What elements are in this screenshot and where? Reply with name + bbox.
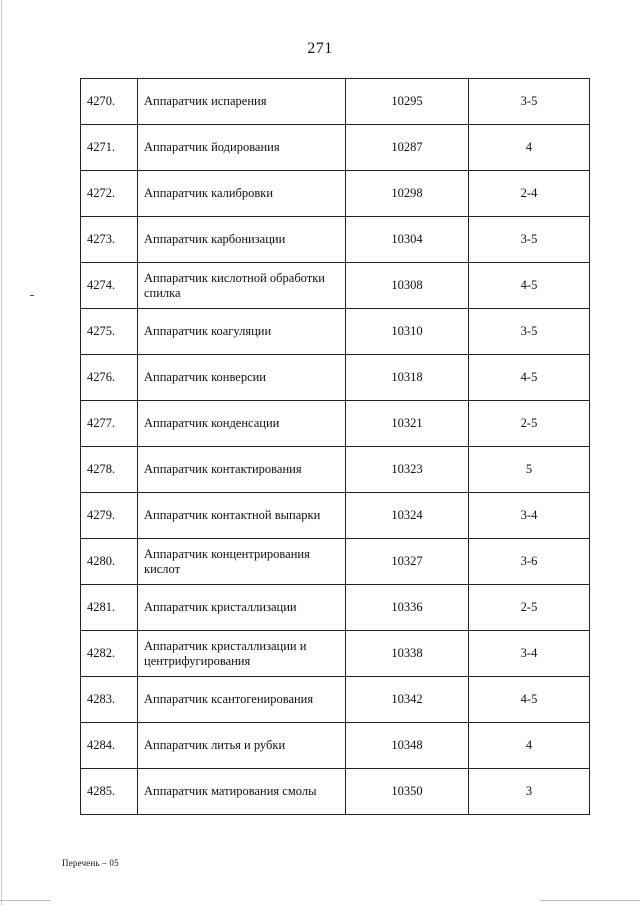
profession-name-cell: Аппаратчик матирования смолы bbox=[138, 769, 346, 815]
profession-name-cell: Аппаратчик карбонизации bbox=[138, 217, 346, 263]
profession-code-cell: 10308 bbox=[346, 263, 469, 309]
profession-name-cell: Аппаратчик конверсии bbox=[138, 355, 346, 401]
row-number-cell: 4273. bbox=[81, 217, 138, 263]
table-row bbox=[81, 171, 590, 217]
profession-name-cell: Аппаратчик калибровки bbox=[138, 171, 346, 217]
grade-range-cell: 2-5 bbox=[469, 401, 590, 447]
table-row bbox=[81, 263, 590, 309]
row-number-cell: 4281. bbox=[81, 585, 138, 631]
table-row bbox=[81, 769, 590, 815]
row-number-cell: 4277. bbox=[81, 401, 138, 447]
grade-range-cell: 3-5 bbox=[469, 217, 590, 263]
profession-name-cell: Аппаратчик кристаллизации и центрифугирования bbox=[138, 631, 346, 677]
scan-left-edge bbox=[1, 0, 2, 905]
profession-name-cell: Аппаратчик коагуляции bbox=[138, 309, 346, 355]
table-row bbox=[81, 585, 590, 631]
profession-name-cell: Аппаратчик ксантогенирования bbox=[138, 677, 346, 723]
profession-name-cell: Аппаратчик литья и рубки bbox=[138, 723, 346, 769]
profession-code-cell: 10323 bbox=[346, 447, 469, 493]
table-row bbox=[81, 309, 590, 355]
row-number-cell: 4284. bbox=[81, 723, 138, 769]
row-number-cell: 4279. bbox=[81, 493, 138, 539]
grade-range-cell: 3-6 bbox=[469, 539, 590, 585]
profession-code-cell: 10350 bbox=[346, 769, 469, 815]
grade-range-cell: 5 bbox=[469, 447, 590, 493]
table-row bbox=[81, 401, 590, 447]
row-number-cell: 4272. bbox=[81, 171, 138, 217]
row-number-cell: 4278. bbox=[81, 447, 138, 493]
grade-range-cell: 3-4 bbox=[469, 631, 590, 677]
grade-range-cell: 3-5 bbox=[469, 79, 590, 125]
profession-name-cell: Аппаратчик контактной выпарки bbox=[138, 493, 346, 539]
profession-code-cell: 10338 bbox=[346, 631, 469, 677]
row-number-cell: 4276. bbox=[81, 355, 138, 401]
profession-name-cell: Аппаратчик испарения bbox=[138, 79, 346, 125]
profession-code-cell: 10336 bbox=[346, 585, 469, 631]
grade-range-cell: 4 bbox=[469, 723, 590, 769]
row-number-cell: 4282. bbox=[81, 631, 138, 677]
grade-range-cell: 3 bbox=[469, 769, 590, 815]
table-row bbox=[81, 493, 590, 539]
grade-range-cell: 4-5 bbox=[469, 263, 590, 309]
table-row bbox=[81, 677, 590, 723]
row-number-cell: 4275. bbox=[81, 309, 138, 355]
profession-name-cell: Аппаратчик контактирования bbox=[138, 447, 346, 493]
profession-name-cell: Аппаратчик кислотной обработки спилка bbox=[138, 263, 346, 309]
table-row bbox=[81, 217, 590, 263]
profession-code-cell: 10348 bbox=[346, 723, 469, 769]
table-row bbox=[81, 125, 590, 171]
row-number-cell: 4280. bbox=[81, 539, 138, 585]
profession-code-cell: 10298 bbox=[346, 171, 469, 217]
professions-table bbox=[80, 78, 590, 815]
row-number-cell: 4274. bbox=[81, 263, 138, 309]
grade-range-cell: 4-5 bbox=[469, 355, 590, 401]
profession-name-cell: Аппаратчик кристаллизации bbox=[138, 585, 346, 631]
scan-artifact-mark bbox=[30, 295, 34, 296]
profession-name-cell: Аппаратчик йодирования bbox=[138, 125, 346, 171]
page-number: 271 bbox=[307, 40, 333, 57]
profession-code-cell: 10321 bbox=[346, 401, 469, 447]
table-row bbox=[81, 355, 590, 401]
profession-code-cell: 10310 bbox=[346, 309, 469, 355]
table-row bbox=[81, 723, 590, 769]
profession-code-cell: 10287 bbox=[346, 125, 469, 171]
grade-range-cell: 2-4 bbox=[469, 171, 590, 217]
grade-range-cell: 3-4 bbox=[469, 493, 590, 539]
profession-name-cell: Аппаратчик конденсации bbox=[138, 401, 346, 447]
table-row bbox=[81, 539, 590, 585]
grade-range-cell: 4 bbox=[469, 125, 590, 171]
scan-bottom-artifact-right bbox=[540, 900, 640, 901]
footer-label: Перечень – 05 bbox=[62, 858, 119, 868]
scan-bottom-artifact-left bbox=[0, 900, 50, 901]
table-row bbox=[81, 447, 590, 493]
profession-code-cell: 10324 bbox=[346, 493, 469, 539]
table-row bbox=[81, 79, 590, 125]
grade-range-cell: 4-5 bbox=[469, 677, 590, 723]
profession-code-cell: 10304 bbox=[346, 217, 469, 263]
table-row bbox=[81, 631, 590, 677]
row-number-cell: 4285. bbox=[81, 769, 138, 815]
profession-code-cell: 10295 bbox=[346, 79, 469, 125]
grade-range-cell: 2-5 bbox=[469, 585, 590, 631]
row-number-cell: 4283. bbox=[81, 677, 138, 723]
profession-name-cell: Аппаратчик концентрирования кислот bbox=[138, 539, 346, 585]
profession-code-cell: 10327 bbox=[346, 539, 469, 585]
profession-code-cell: 10318 bbox=[346, 355, 469, 401]
row-number-cell: 4270. bbox=[81, 79, 138, 125]
grade-range-cell: 3-5 bbox=[469, 309, 590, 355]
row-number-cell: 4271. bbox=[81, 125, 138, 171]
profession-code-cell: 10342 bbox=[346, 677, 469, 723]
